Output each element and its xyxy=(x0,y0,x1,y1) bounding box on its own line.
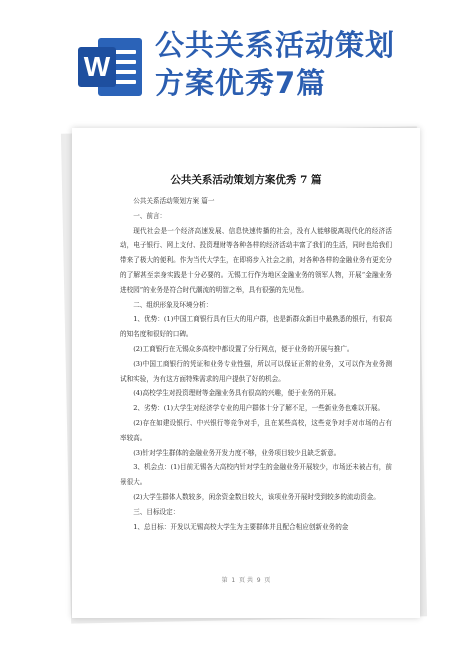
body-paragraph: 1、优势：(1)中国工商银行具有巨大的用户群，也是新群众新目中最熟悉的银行，有很高的知名度和很好的口碑。 xyxy=(120,315,392,339)
body-paragraph: 2、劣势：(1)大学生对经济学专业的用户群体十分了解不足，一些新业务也难以开展。 xyxy=(133,404,385,413)
body-paragraph: (3)中国工商银行的凭证和业务专业性强，所以可以保证正常的业务，又可以作为业务测试和实验，为有这方面特殊需求的用户提供了好的机会。 xyxy=(120,359,392,383)
subsection-heading: 三、目标设定： xyxy=(133,507,180,516)
page-indicator: 第 1 页 共 9 页 xyxy=(221,577,271,584)
document-page xyxy=(72,128,420,618)
subsection-heading: 一、前言： xyxy=(133,211,167,220)
body-paragraph: 现代社会是一个经济高速发展、信息快速传播的社会，没有人能够脱离现代化的经济活动，电子银行、网上支付、投资理财等各种各样的经济活动丰富了我们的生活，同时也给我们带来了极大的便利。作为当代大学生，在即将步入社会之前，对各种各样的金融业务有更充分的了解甚至亲身实践是十分必要的。无锡工行作为地区金融业务的领军人物，开展“金融业务进校园”的业务是符合时代潮流的明智之举，具有很强的先见性。 xyxy=(120,226,392,294)
document-title: 公共关系活动策划方案优秀 7 篇 xyxy=(170,174,322,186)
body-paragraph: (2)大学生群体人数较多，闲余资金数目较大，该项业务开展时受到较多的流动资金。 xyxy=(133,492,380,501)
page-title-line-2: 方案优秀7篇 xyxy=(155,66,327,100)
document-body xyxy=(120,194,392,534)
header-banner xyxy=(0,0,474,120)
body-paragraph: (2)工商银行在无锡众多高校中都设置了分行网点，便于业务的开展与推广。 xyxy=(133,344,354,353)
page-title xyxy=(155,26,455,102)
body-paragraph: 3、机会点：(1)目前无锡各大高校内针对学生的金融业务开展较少，市场还未被占有，前景很大。 xyxy=(120,463,392,487)
word-icon-letter: W xyxy=(78,47,116,87)
section-heading: 公共关系活动策划方案 篇一 xyxy=(133,197,215,205)
body-paragraph: 1、总目标：开发以无锡高校大学生为主要群体并且配合相应创新业务的金 xyxy=(133,522,349,531)
body-paragraph: (2)存在如建设银行、中兴银行等竞争对手，且在某些高校，这些竞争对手对市场的占有率较高。 xyxy=(120,418,392,442)
body-paragraph: (4)高校学生对投资理财等金融业务具有很高的兴趣，便于业务的开展。 xyxy=(133,389,341,398)
page-title-line-1: 公共关系活动策划 xyxy=(155,28,396,62)
body-paragraph: (3)针对学生群体的金融业务开发力度不够，业务项目较少且缺乏新意。 xyxy=(133,448,341,457)
subsection-heading: 二、组织形象及环境分析： xyxy=(133,300,213,309)
word-document-icon xyxy=(78,34,142,100)
